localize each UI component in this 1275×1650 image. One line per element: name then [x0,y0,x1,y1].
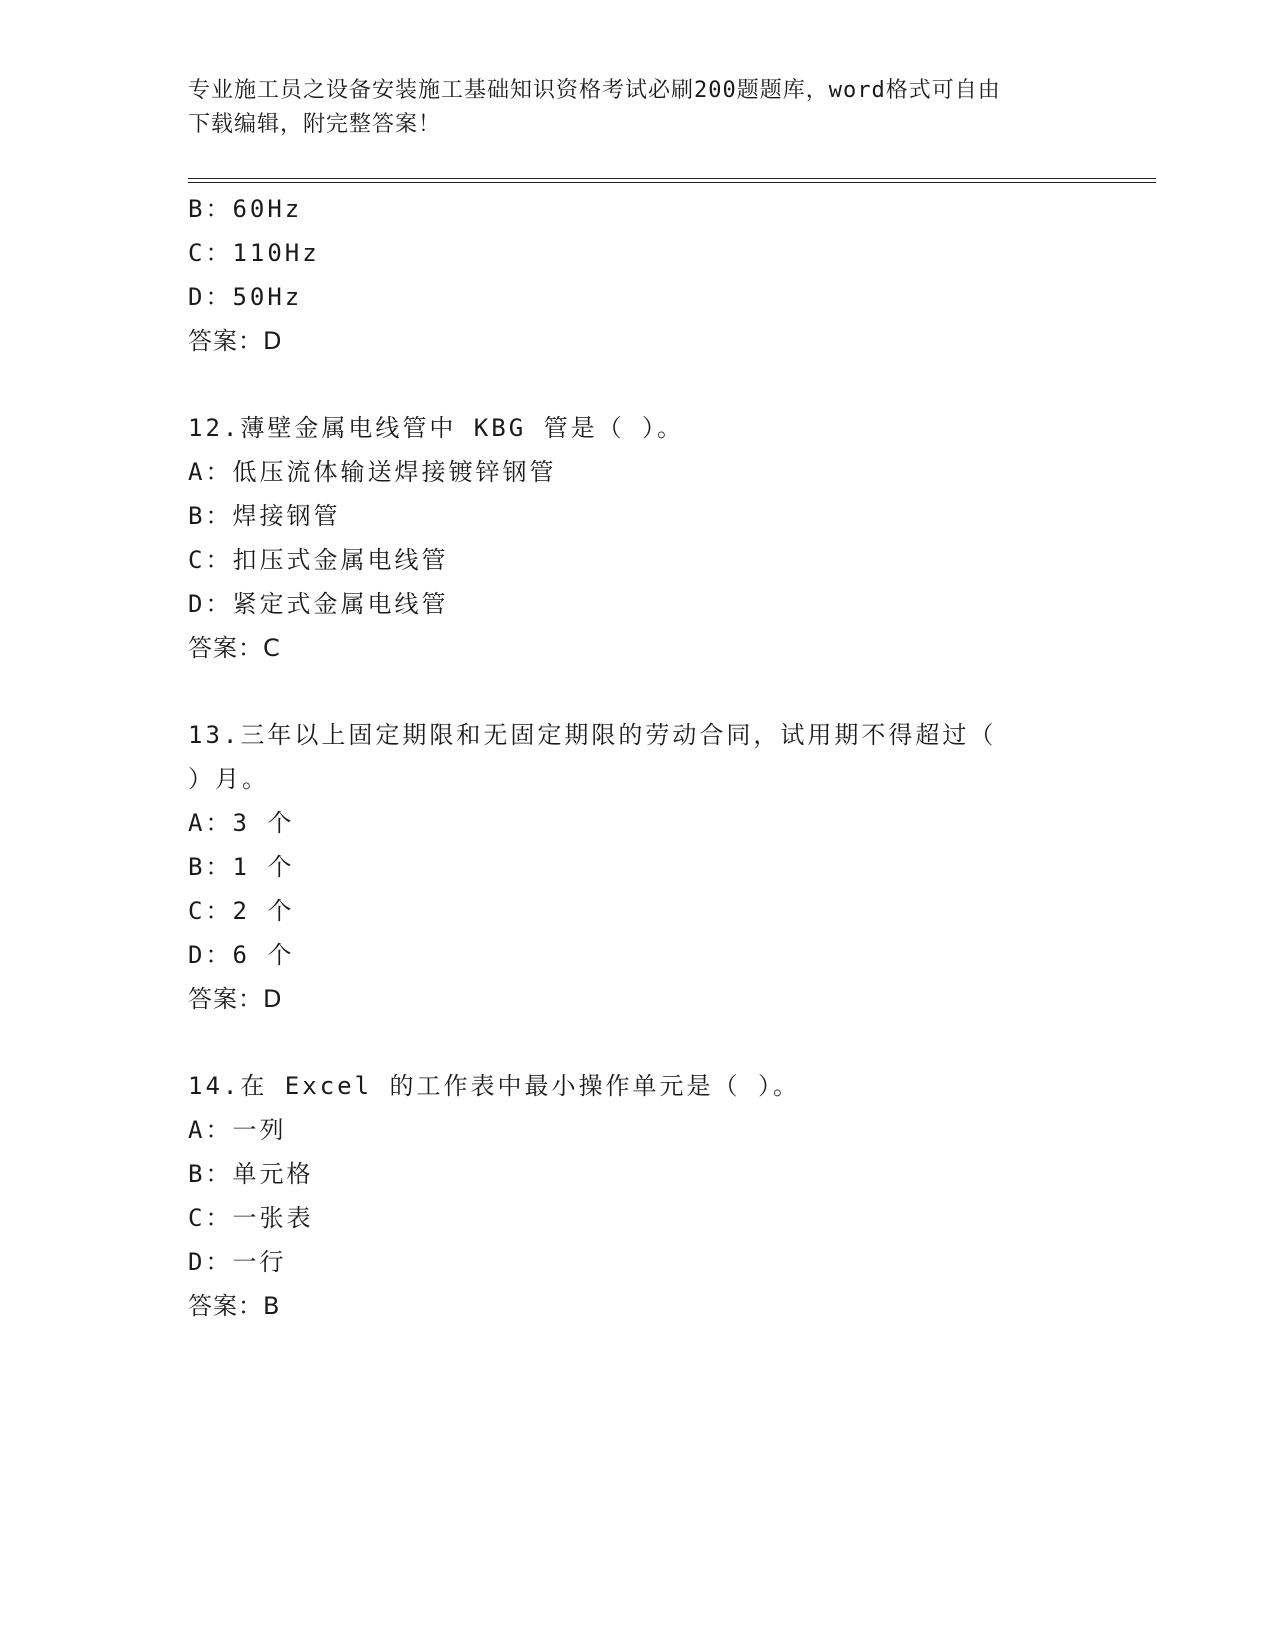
header-line-2: 下载编辑，附完整答案！ [188,112,442,137]
q12-option-c: C：扣压式金属电线管 [188,546,449,574]
q12-question: 12.薄壁金属电线管中 KBG 管是（ ）。 [188,414,685,442]
q13-option-b: B：1 个 [188,853,295,881]
header-divider-bottom [188,182,1156,183]
q11-option-c: C：110Hz [188,239,320,267]
q12-option-b: B：焊接钢管 [188,502,341,530]
q11-option-b: B：60Hz [188,195,303,223]
q11-answer: 答案：D [188,327,283,355]
q14-option-b: B：单元格 [188,1160,314,1188]
q13-option-a: A：3 个 [188,809,295,837]
q12-answer: 答案：C [188,634,281,662]
q14-option-c: C：一张表 [188,1204,314,1232]
q11-option-d: D：50Hz [188,283,303,311]
q14-answer: 答案：B [188,1292,281,1320]
q13-option-d: D：6 个 [188,941,295,969]
q14-option-a: A：一列 [188,1116,287,1144]
header-line-1: 专业施工员之设备安装施工基础知识资格考试必刷200题题库，word格式可自由 [188,78,1001,103]
q12-option-d: D：紧定式金属电线管 [188,590,449,618]
q13-option-c: C：2 个 [188,897,295,925]
q12-option-a: A：低压流体输送焊接镀锌钢管 [188,458,557,486]
q14-question: 14.在 Excel 的工作表中最小操作单元是（ ）。 [188,1072,800,1100]
q14-option-d: D：一行 [188,1248,287,1276]
document-header [188,74,1068,142]
q13-question-line-2: ）月。 [188,765,269,793]
header-divider-top [188,178,1156,179]
q13-question-line-1: 13.三年以上固定期限和无固定期限的劳动合同，试用期不得超过（ [188,721,997,749]
q13-answer: 答案：D [188,985,283,1013]
